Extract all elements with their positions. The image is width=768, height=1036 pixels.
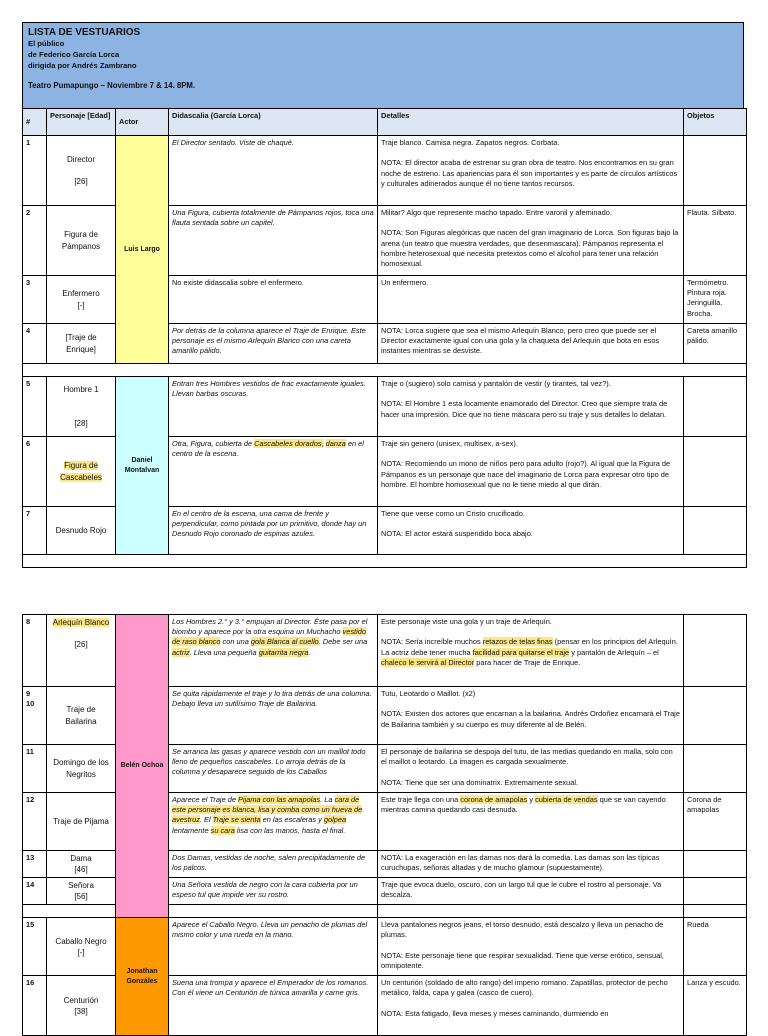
stage-direction: Por detrás de la columna aparece el Traje de Enrique. Este personaje es el mismo Arlequín Blanco con una careta amarillo pálido.: [169, 324, 378, 364]
costume-table-1: [22, 108, 747, 568]
table-row: [23, 615, 747, 687]
row-number: 15: [23, 918, 47, 976]
character-name: Traje de Bailarina: [47, 687, 116, 745]
highlight: cubierta de vendas: [535, 795, 598, 804]
details-note: NOTA: Recomiendo un mono de niños pero para adulto (rojo?). Al igual que la Figura de Pámpanos es un personaje que nace del imaginario de Lorca para expresar otro tipo de hombre. El hombre homosexual que no le tiene miedo al que dirán.: [381, 459, 671, 489]
details-text: Traje sin genero (unisex, multisex, a-sex).: [381, 439, 518, 448]
document-title: LISTA DE VESTUARIOS: [28, 27, 141, 38]
details-note: NOTA: El Hombre 1 esta locamente enamorado del Director. Creo que siempre trata de hacer una impresión. Dice que no tiene máscara pero su traje y sus detalles lo delatan.: [381, 399, 668, 419]
stage-direction: Suena una trompa y aparece el Emperador de los romanos. Con él viene un Centurión de túnica amarilla y carne gris.: [169, 976, 378, 1036]
actor-name: Luis Largo: [124, 245, 160, 253]
objects-cell: Rueda: [684, 918, 747, 976]
character-name: Desnudo Rojo: [47, 507, 116, 555]
character-name: Centurión: [63, 995, 99, 1005]
details-note: [381, 637, 680, 668]
details-cell: [378, 793, 684, 851]
objects-cell: Careta amarillo pálido.: [684, 324, 747, 364]
objects-cell: [684, 615, 747, 687]
text-fragment: Aparece el Traje de: [172, 795, 239, 804]
details-cell: [378, 206, 684, 276]
col-objects: Objetos: [684, 109, 747, 136]
costume-table-2: [22, 614, 747, 1036]
table-row: [23, 377, 747, 437]
stage-direction: Se arranca las gasas y aparece vestido con un maillot todo lleno de pequeños cascabeles. Lo arroja detrás de la columna y desaparece seguido de los Caballos: [169, 745, 378, 793]
actor-cell: [116, 136, 169, 364]
objects-cell: Lanza y escudo.: [684, 976, 747, 1036]
table-row: [23, 136, 747, 206]
highlight: corona de amapolas: [460, 795, 528, 804]
text-fragment: Otra, Figura, cubierta de: [172, 439, 255, 448]
details-note: NOTA: El director acaba de estrenar su gran obra de teatro. Nos encontramos en su gran noche de estreno. Las apariencias para él son importantes y es parte de círculos artísticos y culturales adinerados aunque él no tiene tantos recursos.: [381, 158, 678, 188]
col-actor: Actor: [116, 109, 169, 136]
row-number: 6: [23, 437, 47, 507]
character-name: Domingo de los Negritos: [47, 745, 116, 793]
text-fragment: con una: [220, 637, 251, 647]
row-number: 7: [23, 507, 47, 555]
objects-cell: [684, 878, 747, 905]
details-cell: [378, 976, 684, 1036]
character-cell: [47, 136, 116, 206]
stage-direction: El Director sentado. Viste de chaqué.: [169, 136, 378, 206]
document-header: [22, 22, 744, 108]
highlight: actriz: [172, 647, 190, 657]
row-number: 16: [23, 976, 47, 1036]
text-fragment: en las escaleras y: [260, 815, 324, 825]
objects-cell: Corona de amapolas: [684, 793, 747, 851]
details-note: NOTA: Tiene que ser una dominatrix. Extremamente sexual.: [381, 777, 579, 787]
stage-direction: En el centro de la escena, una cama de frente y perpendicular, como pintada por un primitivo, donde hay un Desnudo Rojo coronado de espinas azules.: [169, 507, 378, 555]
highlight: Pijama con las amapolas: [238, 795, 321, 804]
text-fragment: Este traje llega con una: [381, 795, 461, 804]
character-cell: [47, 878, 116, 905]
highlight: guitarrita negra: [258, 647, 309, 657]
details-note: NOTA: El actor estará suspendido boca abajo.: [381, 529, 533, 539]
spacer-row: [23, 555, 747, 568]
actor-name: Belén Ochoa: [120, 762, 164, 770]
row-number: 1: [23, 136, 47, 206]
row-number: 9 10: [23, 687, 47, 745]
details-text: Traje que evoca duelo, oscuro, con un largo tul que le cubre el rostro al personaje. Va descalza.: [378, 878, 684, 905]
details-cell: [378, 615, 684, 687]
details-note: NOTA: Lorca sugiere que sea el mismo Arlequín Blanco, pero creo que puede ser el Director exactamente igual con una gola y la chaqueta del Arlequín que bota en esos instantes mientras se desviste.: [378, 324, 684, 364]
stage-direction: [169, 437, 378, 507]
character-name: Hombre 1: [63, 385, 99, 395]
objects-cell: [684, 507, 747, 555]
text-fragment: para hacer de Traje de Enrique.: [474, 657, 581, 667]
text-fragment: Los Hombres 2.° y 3.° empujan al Director. Éste pasa por el biombo y aparece por la otra esquina un Muchacho: [172, 617, 368, 637]
details-text: Lleva pantalones negros jeans, el torso desnudo, está descalzo y lleva un penacho de plumas.: [381, 920, 664, 940]
character-name: Enfermero: [62, 289, 100, 299]
character-cell: [47, 276, 116, 324]
character-age: [-]: [77, 300, 85, 310]
col-num: #: [23, 109, 47, 136]
character-age: [28]: [74, 418, 88, 428]
details-cell: [378, 507, 684, 555]
character-name: Figura de Pámpanos: [47, 206, 116, 276]
text-fragment: . Lleva una pequeña: [189, 647, 259, 657]
objects-cell: [684, 851, 747, 878]
character-name: Señora: [68, 881, 94, 891]
details-text: Este personaje viste una gola y un traje de Arlequín.: [381, 617, 552, 626]
row-number: 3: [23, 276, 47, 324]
character-name: Figura de Cascabeles: [60, 461, 102, 482]
character-cell: [47, 377, 116, 437]
character-cell: [47, 437, 116, 507]
details-cell: [378, 918, 684, 976]
character-age: [46]: [74, 865, 88, 875]
col-stage-direction: Didascalia (García Lorca): [169, 109, 378, 136]
details-text: Militar? Algo que represente macho tapado. Entre varonil y afeminado.: [381, 208, 612, 217]
objects-cell: [684, 377, 747, 437]
highlight: su cara: [210, 825, 235, 835]
character-age: [26]: [74, 640, 88, 650]
row-number: 11: [23, 745, 47, 793]
stage-direction: Aparece el Caballo Negro. Lleva un penacho de plumas del mismo color y una rueda en la mano.: [169, 918, 378, 976]
row-number: 5: [23, 377, 47, 437]
row-number: 4: [23, 324, 47, 364]
stage-direction: Se quita rápidamente el traje y lo tira detrás de una columna. Debajo lleva un sutilísimo Traje de Bailarina.: [169, 687, 378, 745]
stage-direction: Una Figura, cubierta totalmente de Pámpanos rojos, toca una flauta sentada sobre un capitel.: [169, 206, 378, 276]
character-age: [-]: [77, 947, 85, 957]
play-author: de Federico García Lorca: [28, 50, 120, 59]
character-name: Director: [66, 154, 95, 164]
row-number: 14: [23, 878, 47, 905]
objects-cell: [684, 745, 747, 793]
highlight: chaleco le servirá al Director: [381, 657, 475, 667]
details-text: Un enfermero.: [378, 276, 684, 324]
details-cell: [378, 437, 684, 507]
character-age: [26]: [74, 177, 88, 187]
actor-cell: [116, 918, 169, 1036]
highlight: vestido de raso blanco: [172, 627, 366, 647]
character-name: Arlequín Blanco: [52, 618, 110, 627]
character-cell: [47, 851, 116, 878]
details-note: NOTA: La exageración en las damas nos dará la comedia. Las damas son las típicas curuchupas, señoras altadas y de mucho glamour (supuestamente).: [378, 851, 684, 878]
actor-cell: [116, 615, 169, 918]
highlight: cara de este personaje es blanca, lisa y comba como un hueva de avestruz: [172, 795, 363, 825]
highlight: Traje se sienta: [212, 815, 261, 825]
text-fragment: . La: [320, 795, 335, 804]
objects-cell: [684, 136, 747, 206]
stage-direction: [169, 793, 378, 851]
objects-cell: Termómetro. Pintura roja. Jeringuilla. Brocha.: [684, 276, 747, 324]
details-text: Traje o (sugiero) solo camisa y pantalón de vestir (y tirantes, tal vez?).: [381, 379, 611, 388]
actor-name: Jonathan Gonzáles: [126, 967, 158, 985]
text-fragment: lisa con las manos, hasta el final.: [234, 825, 346, 835]
row-number: 12: [23, 793, 47, 851]
text-fragment: en el centro de la escena.: [172, 439, 364, 459]
objects-cell: [684, 687, 747, 745]
text-fragment: lentamente: [172, 825, 211, 835]
character-name: [Traje de Enrique]: [47, 324, 116, 364]
details-cell: [378, 136, 684, 206]
text-fragment: . Debe ser una: [318, 637, 368, 647]
venue-dates: Teatro Pumapungo – Noviembre 7 & 14. 8PM.: [28, 81, 196, 90]
table-header-row: [23, 109, 747, 136]
row-number: 13: [23, 851, 47, 878]
character-name: Caballo Negro: [55, 936, 107, 946]
details-note: NOTA: Esta fatigado, lleva meses y meses caminando, durmiendo en: [381, 1008, 609, 1018]
character-cell: [47, 976, 116, 1036]
text-fragment: y: [527, 795, 536, 804]
text-fragment: NOTA: Sería increíble muchos: [381, 637, 483, 647]
highlight: facilidad para quitarse el traje: [472, 647, 570, 657]
details-note: NOTA: Existen dos actores que encarnan a la bailarina. Andrés Ordoñez encarnará el Traje de Bailarina también y su cuerpo es muy diferente al de Belén.: [381, 709, 680, 729]
details-text: Tutu, Leotardo o Maillot. (x2): [381, 689, 476, 698]
spacer-row: [23, 905, 747, 918]
stage-direction: Entran tres Hombres vestidos de frac exactamente iguales. Llevan barbas oscuras.: [169, 377, 378, 437]
character-age: [38]: [74, 1006, 88, 1016]
character-name: Traje de Pijama: [47, 793, 116, 851]
play-title: El público: [28, 39, 65, 48]
details-note: NOTA: Son Figuras alegóricas que nacen del gran imaginario de Lorca. Son figuras bajo la arena (un teatro que muestra verdades, que desenmascara). Pámpanos representa el hombre heterosexual que necesita pretextos como el alcohol para tener una relación homosexual.: [381, 228, 679, 269]
highlight: gola Blanca al cuello: [250, 637, 319, 647]
spacer-row: [23, 364, 747, 377]
highlight: retazos de telas finas: [482, 637, 553, 647]
text-fragment: .: [308, 647, 311, 657]
actor-name: Daniel Montalvan: [124, 456, 160, 474]
details-cell: [378, 687, 684, 745]
details-cell: [378, 745, 684, 793]
row-number: 2: [23, 206, 47, 276]
details-note: NOTA: Este personaje tiene que respirar sexualidad. Tiene que verse erótico, sensual, omnipotente.: [381, 950, 664, 970]
character-name: Dama: [70, 854, 92, 863]
stage-direction: Una Señora vestida de negro con la cara cubierta por un espeso tul que impide ver su rostro.: [169, 878, 378, 905]
details-text: Un centurión (soldado de alto rango) del imperio romano. Zapatillas, protector de pecho metálico, falda, capa y galea (casco de cuero).: [381, 978, 668, 998]
objects-cell: Flauta. Silbato.: [684, 206, 747, 276]
highlight: danza: [325, 439, 346, 448]
table-row: [23, 918, 747, 976]
play-director: dirigida por Andrés Zambrano: [28, 61, 137, 70]
col-character: Personaje [Edad]: [47, 109, 116, 136]
details-cell: [378, 377, 684, 437]
stage-direction: No existe didascalia sobre el enfermero.: [169, 276, 378, 324]
actor-cell: [116, 377, 169, 555]
text-fragment: y pantalón de Arlequín – el: [569, 647, 659, 657]
details-text: Tiene que verse como un Cristo crucificado.: [381, 509, 525, 518]
text-fragment: (pensar en los principios del Arlequín. La actriz debe tener mucha: [381, 637, 678, 657]
character-cell: [47, 918, 116, 976]
stage-direction: [169, 615, 378, 687]
objects-cell: [684, 437, 747, 507]
stage-direction: Dos Damas, vestidas de noche, salen precipitadamente de los palcos.: [169, 851, 378, 878]
details-text: El personaje de bailarina se despoja del tutu, de las medias quedando en malla, solo con el maillot o leotardo. La imagen es cargada sexualmente.: [381, 747, 673, 767]
text-fragment: . El: [199, 815, 213, 825]
character-cell: [47, 615, 116, 687]
highlight: Cascabeles dorados,: [254, 439, 324, 448]
text-fragment: que se van cayendo mientras camina quedando casi desnuda.: [381, 795, 666, 815]
col-details: Detalles: [378, 109, 684, 136]
details-text: Traje blanco. Camisa negra. Zapatos negros. Corbata.: [381, 138, 560, 147]
highlight: golpea: [323, 815, 347, 825]
row-number: 8: [23, 615, 47, 687]
character-age: [56]: [74, 892, 88, 902]
